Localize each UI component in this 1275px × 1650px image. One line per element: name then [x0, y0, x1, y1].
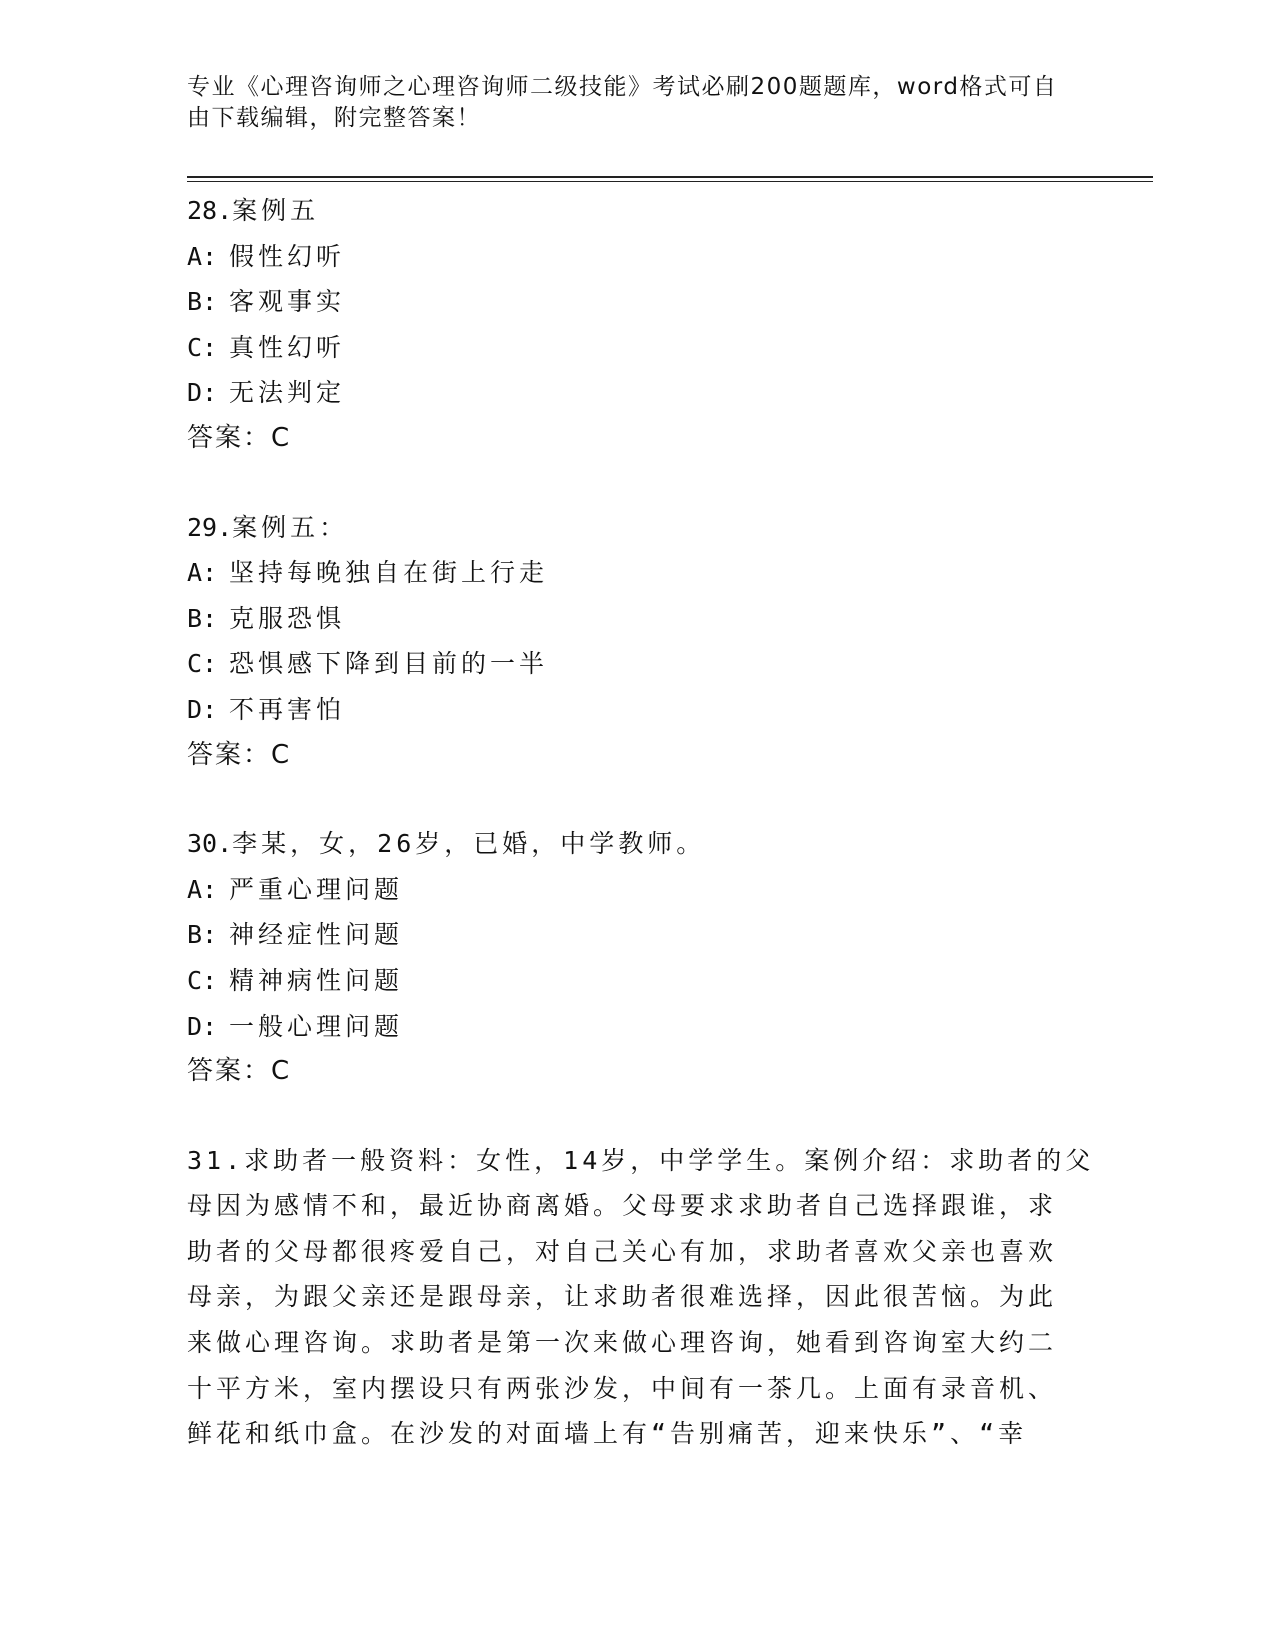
question-number: 29. — [187, 512, 233, 542]
question-29 — [187, 505, 1087, 779]
option-text: 客观事实 — [229, 287, 346, 317]
option-prefix: D: — [187, 1011, 218, 1041]
option-prefix: C: — [187, 965, 218, 995]
case-paragraph-line: 31.求助者一般资料：女性，14岁，中学学生。案例介绍：求助者的父 — [187, 1145, 1095, 1175]
option-prefix: A: — [187, 874, 218, 904]
option-a — [187, 550, 1087, 596]
question-stem-text: 案例五 — [232, 196, 320, 225]
option-text: 坚持每晚独自在街上行走 — [229, 558, 549, 588]
question-28 — [187, 188, 1087, 462]
option-text: 神经症性问题 — [229, 920, 404, 950]
answer-line: 答案：C — [187, 1056, 292, 1087]
option-text: 克服恐惧 — [229, 603, 346, 633]
header-divider-thin — [187, 181, 1153, 182]
option-a — [187, 867, 1087, 913]
option-d — [187, 687, 1087, 733]
option-b — [187, 279, 1087, 325]
option-d — [187, 1004, 1087, 1050]
option-text: 精神病性问题 — [229, 965, 404, 995]
option-prefix: B: — [187, 920, 218, 950]
option-text: 真性幻听 — [229, 332, 346, 362]
option-prefix: C: — [187, 332, 218, 362]
answer-line: 答案：C — [187, 739, 292, 770]
case-paragraph-line: 母因为感情不和，最近协商离婚。父母要求求助者自己选择跟谁，求 — [187, 1191, 1058, 1221]
question-stem-text: 案例五： — [232, 512, 349, 542]
question-30 — [187, 821, 1087, 1095]
option-text: 不再害怕 — [229, 694, 346, 724]
case-paragraph-line: 来做心理咨询。求助者是第一次来做心理咨询，她看到咨询室大约二 — [187, 1328, 1058, 1358]
option-a — [187, 234, 1087, 280]
option-text: 假性幻听 — [229, 241, 346, 271]
option-text: 严重心理问题 — [229, 874, 404, 904]
option-prefix: A: — [187, 558, 218, 588]
question-number: 28. — [187, 196, 233, 225]
case-paragraph-line: 鲜花和纸巾盒。在沙发的对面墙上有“告别痛苦，迎来快乐”、“幸 — [187, 1419, 1028, 1449]
header-divider-thick — [187, 176, 1153, 178]
question-number: 30. — [187, 829, 233, 859]
question-stem — [187, 188, 1087, 234]
question-31 — [187, 1138, 1095, 1457]
option-prefix: C: — [187, 649, 218, 679]
option-text: 一般心理问题 — [229, 1011, 404, 1041]
option-b — [187, 596, 1087, 642]
option-prefix: D: — [187, 694, 218, 724]
case-paragraph-line: 助者的父母都很疼爱自己，对自己关心有加，求助者喜欢父亲也喜欢 — [187, 1236, 1058, 1266]
option-prefix: A: — [187, 241, 218, 271]
option-text: 无法判定 — [229, 378, 346, 408]
case-paragraph-line: 十平方米，室内摆设只有两张沙发，中间有一茶几。上面有录音机、 — [187, 1373, 1058, 1403]
question-list — [187, 188, 1095, 1500]
option-prefix: D: — [187, 378, 218, 408]
option-d — [187, 370, 1087, 416]
answer-line: 答案：C — [187, 422, 292, 453]
option-b — [187, 912, 1087, 958]
question-stem — [187, 505, 1087, 551]
question-stem-text: 李某，女，26岁，已婚，中学教师。 — [232, 829, 706, 859]
option-c — [187, 641, 1087, 687]
case-paragraph-line: 母亲，为跟父亲还是跟母亲，让求助者很难选择，因此很苦恼。为此 — [187, 1282, 1058, 1312]
question-stem — [187, 821, 1087, 867]
option-c — [187, 958, 1087, 1004]
option-prefix: B: — [187, 287, 218, 317]
option-text: 恐惧感下降到目前的一半 — [229, 649, 549, 679]
option-prefix: B: — [187, 603, 218, 633]
option-c — [187, 325, 1087, 371]
document-header: 专业《心理咨询师之心理咨询师二级技能》考试必刷200题题库，word格式可自由下载编辑，附完整答案！ — [187, 74, 1058, 131]
